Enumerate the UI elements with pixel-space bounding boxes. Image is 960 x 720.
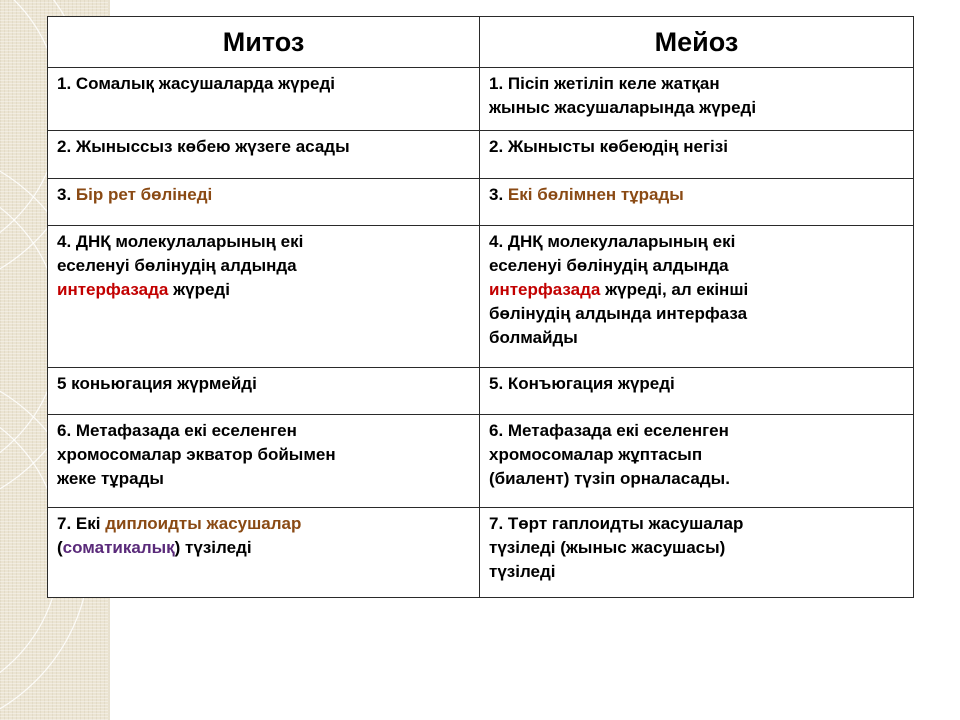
table-row: [48, 131, 914, 179]
meiosis-cell: [480, 226, 914, 368]
cell-line: жыныс жасушаларында жүреді: [489, 98, 757, 117]
cell-line: 6. Метафазада екі еселенген: [489, 421, 729, 440]
mitosis-cell: [48, 179, 480, 226]
header-meiosis: Мейоз: [480, 17, 914, 68]
header-mitosis: Митоз: [48, 17, 480, 68]
cell-text: 3.: [489, 185, 508, 204]
cell-line: түзіледі (жыныс жасушасы): [489, 538, 726, 557]
mitosis-meiosis-comparison-table: [47, 16, 914, 598]
cell-line: 6. Метафазада екі еселенген: [57, 421, 297, 440]
meiosis-cell: [480, 508, 914, 598]
highlighted-text: интерфазада: [489, 280, 601, 299]
mitosis-cell: [48, 131, 480, 179]
highlighted-text: диплоидты жасушалар: [105, 514, 302, 533]
table-row: [48, 179, 914, 226]
meiosis-cell: [480, 368, 914, 415]
cell-text: 5 коньюгация жүрмейді: [57, 374, 257, 393]
cell-line: 4. ДНҚ молекулаларының екі: [489, 232, 736, 251]
highlighted-text: Екі бөлімнен тұрады: [507, 185, 684, 204]
cell-text: жүреді, ал екінші: [600, 280, 749, 299]
cell-line: еселенуі бөлінудің алдында: [57, 256, 297, 275]
highlighted-text: интерфазада: [57, 280, 169, 299]
cell-line: жеке тұрады: [57, 469, 164, 488]
cell-line: хромосомалар жұптасып: [489, 445, 703, 464]
table-row: [48, 508, 914, 598]
cell-line: 4. ДНҚ молекулаларының екі: [57, 232, 304, 251]
table-row: [48, 226, 914, 368]
highlighted-text: соматикалық: [62, 538, 175, 557]
cell-text: 3.: [57, 185, 76, 204]
cell-text: жүреді: [168, 280, 230, 299]
meiosis-cell: [480, 131, 914, 179]
highlighted-text: Бір рет бөлінеді: [75, 185, 213, 204]
cell-text: 2. Жыныссыз көбею жүзеге асады: [57, 137, 350, 156]
mitosis-cell: [48, 368, 480, 415]
cell-line: 1. Пісіп жетіліп келе жатқан: [489, 74, 720, 93]
cell-text: 2. Жынысты көбеюдің негізі: [489, 137, 728, 156]
cell-line: еселенуі бөлінудің алдында: [489, 256, 729, 275]
meiosis-cell: [480, 179, 914, 226]
cell-line: (биалент) түзіп орналасады.: [489, 469, 730, 488]
cell-text: (: [57, 538, 63, 557]
mitosis-cell: [48, 226, 480, 368]
cell-line: 7. Төрт гаплоидты жасушалар: [489, 514, 744, 533]
mitosis-cell: [48, 508, 480, 598]
table-row: [48, 415, 914, 508]
mitosis-cell: [48, 68, 480, 131]
table-header-row: [48, 17, 914, 68]
mitosis-cell: [48, 415, 480, 508]
table-row: [48, 368, 914, 415]
cell-text: 1. Сомалық жасушаларда жүреді: [57, 74, 335, 93]
cell-text: 7. Екі: [57, 514, 106, 533]
cell-text: ) түзіледі: [174, 538, 252, 557]
meiosis-cell: [480, 415, 914, 508]
cell-line: хромосомалар экватор бойымен: [57, 445, 336, 464]
table-row: [48, 68, 914, 131]
cell-line: бөлінудің алдында интерфаза: [489, 304, 748, 323]
cell-line: түзіледі: [489, 562, 556, 581]
cell-line: болмайды: [489, 328, 578, 347]
meiosis-cell: [480, 68, 914, 131]
comparison-table-container: [47, 16, 913, 597]
cell-text: 5. Конъюгация жүреді: [489, 374, 675, 393]
